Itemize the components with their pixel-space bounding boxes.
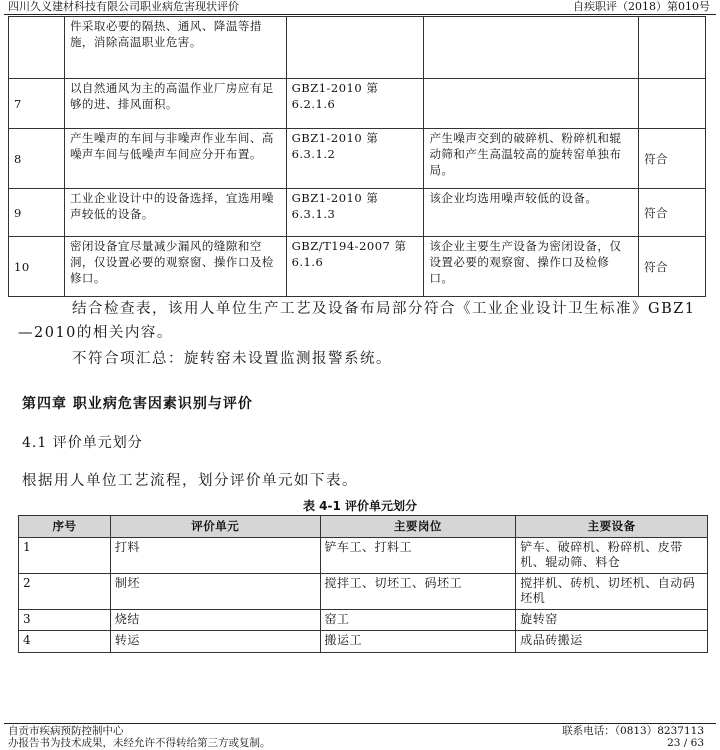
item-no: 10 [9,237,65,297]
requirement-cell: 件采取必要的隔热、通风、降温等措施，消除高温职业危害。 [64,17,286,79]
requirement-cell: 密闭设备宜尽量减少漏风的缝隙和空洞，仅设置必要的观察窗、操作口及检修口。 [64,237,286,297]
table-cell: 旋转窑 [516,610,708,631]
evaluation-unit-table [18,515,708,653]
table-row [9,129,706,189]
table-row [9,79,706,129]
conclusion-paragraph: 结合检查表，该用人单位生产工艺及设备布局部分符合《工业企业设计卫生标准》GBZ1—2010的相关内容。 [18,301,696,341]
conformity-cell: 符合 [639,237,706,297]
column-header: 评价单元 [110,516,320,538]
header-title: 四川久义建材科技有限公司职业病危害现状评价 [8,0,239,13]
conformity-cell [639,79,706,129]
table-row [9,237,706,297]
report-number: 自疾职评（2018）第010号 [573,0,710,13]
requirement-cell: 产生噪声的车间与非噪声作业车间、高噪声车间与低噪声车间应分开布置。 [64,129,286,189]
item-no: 7 [9,79,65,129]
column-header: 主要岗位 [320,516,516,538]
table-cell: 窑工 [320,610,516,631]
table-cell: 1 [19,538,111,574]
table-cell: 制坯 [110,574,320,610]
standard-cell: GBZ1-2010 第6.2.1.6 [286,79,424,129]
status-cell [424,17,639,79]
table-cell: 铲车、破碎机、粉碎机、皮带机、辊动筛、料仓 [516,538,708,574]
chapter-heading: 第四章 职业病危害因素识别与评价 [22,396,253,412]
requirement-cell: 以自然通风为主的高温作业厂房应有足够的进、排风面积。 [64,79,286,129]
nonconformity-summary: 不符合项汇总：旋转窑未设置监测报警系统。 [72,351,392,367]
table-cell: 转运 [110,631,320,653]
table-row [9,189,706,237]
conformity-cell: 符合 [639,129,706,189]
table-caption: 表 4-1 评价单元划分 [302,499,418,513]
standard-cell [286,17,424,79]
table-cell: 打料 [110,538,320,574]
item-no [9,17,65,79]
standard-cell: GBZ1-2010 第6.3.1.2 [286,129,424,189]
column-header: 序号 [19,516,111,538]
table-cell: 烧结 [110,610,320,631]
status-cell: 该企业主要生产设备为密闭设备，仅设置必要的观察窗、操作口及检修口。 [424,237,639,297]
status-cell [424,79,639,129]
table-cell: 搬运工 [320,631,516,653]
footer-notice: 办报告书为技术成果，未经允许不得转给第三方或复制。 [8,737,271,749]
checklist-table [8,16,706,297]
footer-phone: 联系电话：（0813）8237113 [562,725,704,737]
page-number: 23 / 63 [667,737,704,749]
table-cell: 搅拌机、砖机、切坯机、自动码坯机 [516,574,708,610]
intro-paragraph: 根据用人单位工艺流程，划分评价单元如下表。 [22,473,358,489]
page-footer [4,723,716,750]
status-cell: 该企业均选用噪声较低的设备。 [424,189,639,237]
table-cell: 2 [19,574,111,610]
standard-cell: GBZ/T194-2007 第6.1.6 [286,237,424,297]
table-cell: 4 [19,631,111,653]
table-cell: 搅拌工、切坯工、码坯工 [320,574,516,610]
section-heading: 4.1 评价单元划分 [22,435,143,451]
standard-cell: GBZ1-2010 第6.3.1.3 [286,189,424,237]
table-cell: 成品砖搬运 [516,631,708,653]
table-row [19,631,708,653]
table-row [19,574,708,610]
item-no: 8 [9,129,65,189]
table-row [19,610,708,631]
item-no: 9 [9,189,65,237]
requirement-cell: 工业企业设计中的设备选择，宜选用噪声较低的设备。 [64,189,286,237]
conformity-cell [639,17,706,79]
page-header [4,0,716,15]
status-cell: 产生噪声交到的破碎机、粉碎机和辊动筛和产生高温较高的旋转窑单独布局。 [424,129,639,189]
conformity-cell: 符合 [639,189,706,237]
table-row [9,17,706,79]
column-header: 主要设备 [516,516,708,538]
table-header-row [19,516,708,538]
table-row [19,538,708,574]
table-cell: 3 [19,610,111,631]
table-cell: 铲车工、打料工 [320,538,516,574]
footer-organization: 自贡市疾病预防控制中心 [8,725,124,737]
